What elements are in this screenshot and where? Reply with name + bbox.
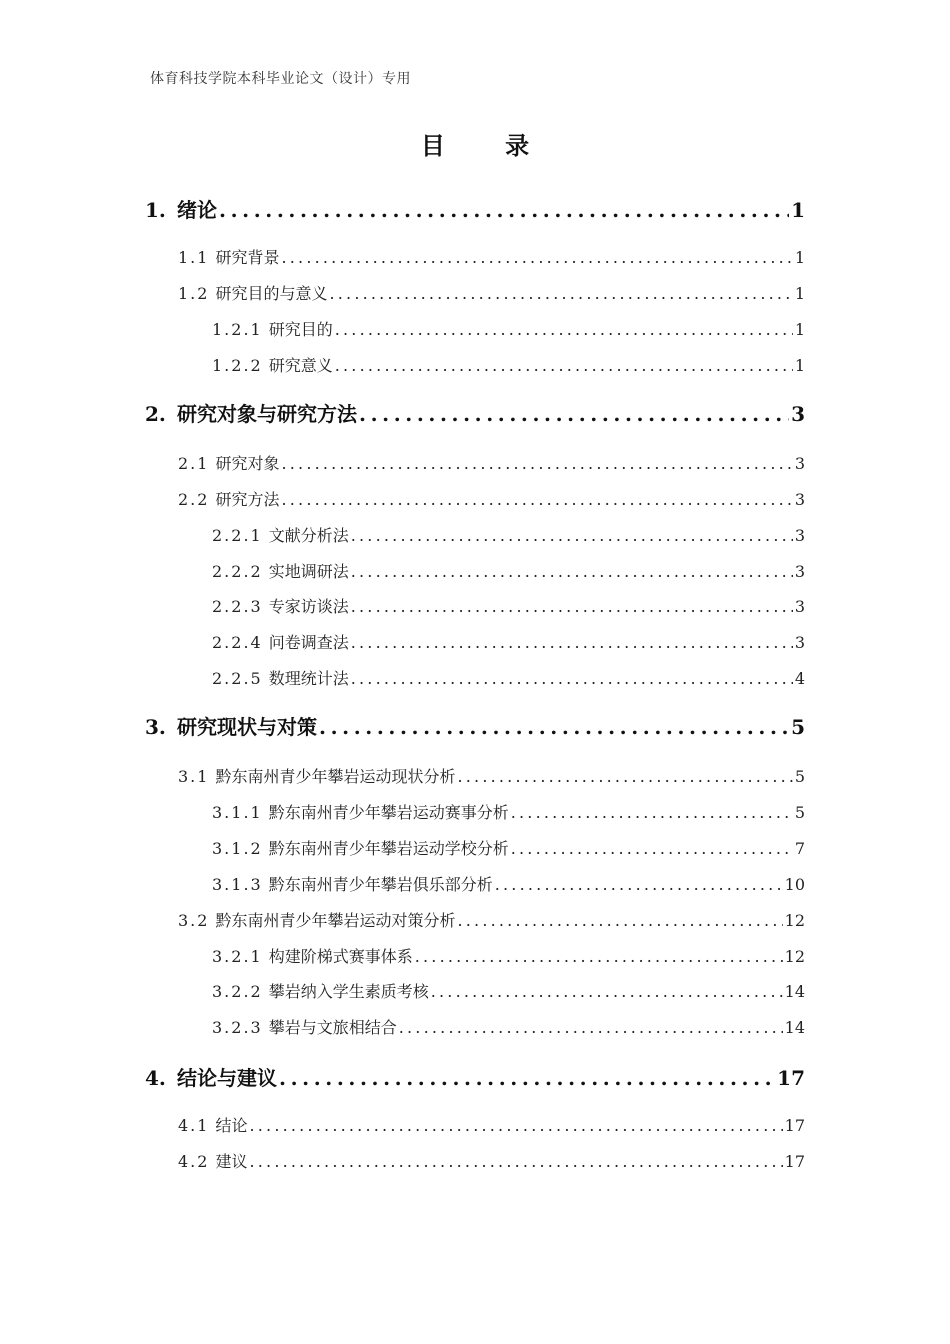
- toc-number: 3.2: [178, 911, 210, 930]
- toc-page: 3: [794, 633, 805, 652]
- toc-text: 研究现状与对策: [177, 715, 317, 739]
- toc-page: 17: [784, 1116, 805, 1135]
- toc-entry-3-2[interactable]: [178, 908, 805, 931]
- toc-text: 绪论: [177, 198, 217, 222]
- toc-number: 3.2.3: [212, 1018, 263, 1037]
- toc-number: 2.2.5: [212, 669, 263, 688]
- toc-entry-2-2-4[interactable]: [212, 630, 805, 653]
- toc-entry-4-2[interactable]: [178, 1149, 805, 1172]
- toc-entry-3-2-2[interactable]: [212, 979, 805, 1002]
- toc-text: 黔东南州青少年攀岩俱乐部分析: [268, 875, 493, 894]
- toc-number: 1.2.1: [212, 320, 263, 339]
- toc-number: 2.: [145, 402, 166, 426]
- toc-page: 17: [784, 1152, 805, 1171]
- toc-entry-3-1[interactable]: [178, 764, 805, 787]
- toc-leader: [351, 526, 793, 545]
- toc-text: 研究方法: [215, 490, 280, 509]
- toc-text: 问卷调查法: [268, 633, 349, 652]
- toc-entry-3-2-1[interactable]: [212, 944, 805, 967]
- toc-page: 10: [784, 875, 805, 894]
- toc-leader: [329, 284, 792, 303]
- toc-number: 3.2.2: [212, 982, 263, 1001]
- toc-leader: [399, 1018, 783, 1037]
- toc-text: 黔东南州青少年攀岩运动学校分析: [268, 839, 509, 858]
- toc-text: 黔东南州青少年攀岩运动现状分析: [215, 767, 456, 786]
- toc-number: 2.2: [178, 490, 210, 509]
- toc-page: 12: [784, 911, 805, 930]
- toc-leader: [249, 1116, 782, 1135]
- toc-number: 2.2.4: [212, 633, 263, 652]
- toc-leader: [457, 767, 792, 786]
- toc-leader: [359, 402, 789, 426]
- toc-text: 研究目的与意义: [215, 284, 328, 303]
- toc-page: 5: [794, 803, 805, 822]
- toc-entry-3-1-2[interactable]: [212, 836, 805, 859]
- toc-leader: [281, 248, 792, 267]
- toc-entry-1-2-1[interactable]: [212, 317, 805, 340]
- toc-entry-4-1[interactable]: [178, 1113, 805, 1136]
- toc-entry-3-1-1[interactable]: [212, 800, 805, 823]
- toc-entry-2-2-5[interactable]: [212, 666, 805, 689]
- toc-number: 2.2.2: [212, 562, 263, 581]
- toc-entry-1[interactable]: [145, 194, 805, 223]
- toc-page: 1: [794, 320, 805, 339]
- toc-leader: [431, 982, 783, 1001]
- toc-leader: [319, 715, 789, 739]
- toc-entry-3-2-3[interactable]: [212, 1015, 805, 1038]
- toc-text: 专家访谈法: [268, 597, 349, 616]
- toc-leader: [351, 669, 793, 688]
- toc-entry-2-2[interactable]: [178, 487, 805, 510]
- toc-leader: [457, 911, 782, 930]
- toc-entry-1-1[interactable]: [178, 245, 805, 268]
- toc-number: 4.2: [178, 1152, 210, 1171]
- toc-entry-1-2-2[interactable]: [212, 353, 805, 376]
- toc-title: 目 录: [420, 131, 556, 160]
- toc-text: 建议: [215, 1152, 248, 1171]
- toc-leader: [351, 562, 793, 581]
- toc-text: 攀岩纳入学生素质考核: [268, 982, 429, 1001]
- toc-number: 2.1: [178, 454, 210, 473]
- toc-page: 3: [791, 402, 805, 426]
- toc-text: 黔东南州青少年攀岩运动对策分析: [215, 911, 456, 930]
- toc-leader: [351, 597, 793, 616]
- toc-text: 数理统计法: [268, 669, 349, 688]
- toc-number: 2.2.3: [212, 597, 263, 616]
- toc-text: 研究对象: [215, 454, 280, 473]
- toc-entry-4[interactable]: [145, 1062, 805, 1091]
- toc-number: 3.1.2: [212, 839, 263, 858]
- toc-leader: [281, 454, 792, 473]
- toc-text: 文献分析法: [268, 526, 349, 545]
- toc-leader: [511, 839, 793, 858]
- toc-leader: [511, 803, 793, 822]
- toc-number: 1.2.2: [212, 356, 263, 375]
- toc-number: 1.1: [178, 248, 210, 267]
- toc-page: 3: [794, 526, 805, 545]
- toc-page: 12: [784, 947, 805, 966]
- toc-text: 黔东南州青少年攀岩运动赛事分析: [268, 803, 509, 822]
- toc-text: 研究目的: [268, 320, 333, 339]
- toc-page: 4: [794, 669, 805, 688]
- toc-number: 2.2.1: [212, 526, 263, 545]
- toc-entry-2-2-1[interactable]: [212, 523, 805, 546]
- toc-page: 14: [784, 1018, 805, 1037]
- toc-number: 1.2: [178, 284, 210, 303]
- toc-number: 3.1: [178, 767, 210, 786]
- toc-page: 1: [794, 356, 805, 375]
- toc-text: 结论与建议: [177, 1066, 277, 1090]
- toc-entry-2[interactable]: [145, 398, 805, 427]
- toc-number: 3.: [145, 715, 166, 739]
- toc-page: 5: [791, 715, 805, 739]
- toc-leader: [335, 320, 793, 339]
- toc-text: 研究意义: [268, 356, 333, 375]
- toc-leader: [219, 198, 789, 222]
- toc-text: 结论: [215, 1116, 248, 1135]
- toc-leader: [335, 356, 793, 375]
- toc-entry-3[interactable]: [145, 711, 805, 740]
- page-header: 体育科技学院本科毕业论文（设计）专用: [150, 71, 411, 87]
- toc-page: 14: [784, 982, 805, 1001]
- toc-page: 3: [794, 490, 805, 509]
- toc-text: 构建阶梯式赛事体系: [268, 947, 413, 966]
- toc-entry-2-2-3[interactable]: [212, 594, 805, 617]
- toc-number: 1.: [145, 198, 166, 222]
- toc-page: 3: [794, 597, 805, 616]
- toc-number: 3.1.3: [212, 875, 263, 894]
- toc-page: 3: [794, 454, 805, 473]
- toc-entry-1-2[interactable]: [178, 281, 805, 304]
- toc-entry-2-2-2[interactable]: [212, 559, 805, 582]
- toc-leader: [495, 875, 783, 894]
- toc-page: 1: [791, 198, 805, 222]
- toc-page: 7: [794, 839, 805, 858]
- toc-leader: [351, 633, 793, 652]
- toc-number: 4.1: [178, 1116, 210, 1135]
- toc-page: 1: [794, 284, 805, 303]
- toc-leader: [281, 490, 792, 509]
- toc-page: 5: [794, 767, 805, 786]
- toc-page: 17: [777, 1066, 805, 1090]
- toc-text: 研究对象与研究方法: [177, 402, 357, 426]
- toc-text: 攀岩与文旅相结合: [268, 1018, 397, 1037]
- toc-leader: [415, 947, 783, 966]
- toc-text: 研究背景: [215, 248, 280, 267]
- toc-number: 3.2.1: [212, 947, 263, 966]
- toc-number: 4.: [145, 1066, 166, 1090]
- toc-entry-3-1-3[interactable]: [212, 872, 805, 895]
- toc-leader: [249, 1152, 782, 1171]
- toc-entry-2-1[interactable]: [178, 451, 805, 474]
- toc-page: 1: [794, 248, 805, 267]
- toc-page: 3: [794, 562, 805, 581]
- toc-text: 实地调研法: [268, 562, 349, 581]
- toc-number: 3.1.1: [212, 803, 263, 822]
- toc-leader: [279, 1066, 775, 1090]
